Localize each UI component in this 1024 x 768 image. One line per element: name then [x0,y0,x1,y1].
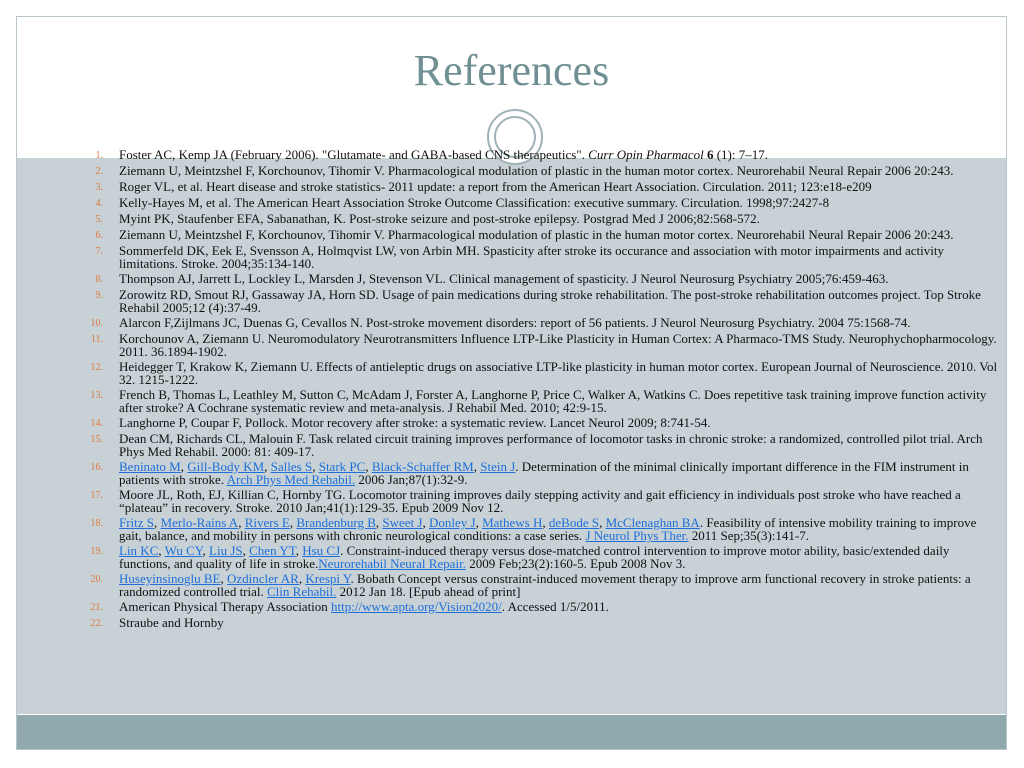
reference-segment: , [154,515,161,530]
reference-text [103,488,998,514]
reference-segment: Roger VL, et al. Heart disease and stroke statistics- 2011 update: a report from the American Heart Association. Circulation. 2011; 123:e18-e209 [119,179,872,194]
reference-segment: . Accessed 1/5/2011. [501,599,609,614]
reference-item [17,164,1006,178]
reference-text [103,228,998,242]
reference-number: 8. [95,274,103,285]
reference-item [17,432,1006,458]
reference-segment: French B, Thomas L, Leathley M, Sutton C, McAdam J, Forster A, Langhorne P, Price C, Walker A, Watkins C. Does repetitive task training improve function activity after stroke? A Cochrane systematic review and meta-analysis. J Rehabil Med. 2010; 42:9-15. [119,387,987,415]
reference-segment: , [220,571,227,586]
reference-segment: . Feasibility of intensive mobility training to improve gait, balance, and mobility in persons with chronic neurological conditions: a case series. [119,515,977,543]
reference-text [103,432,998,458]
reference-segment: , [312,459,319,474]
reference-link[interactable]: McClenaghan BA [605,515,700,530]
reference-number: 6. [95,230,103,241]
reference-link[interactable]: Hsu CJ [302,543,341,558]
reference-link[interactable]: deBode S [548,515,600,530]
reference-segment: Myint PK, Staufenber EFA, Sabanathan, K. Post-stroke seizure and post-stroke epilepsy. Postgrad Med J 2006;82:568-572. [119,211,760,226]
reference-link[interactable]: Black-Schaffer RM [371,459,474,474]
reference-segment: , [242,543,250,558]
reference-segment: Langhorne P, Coupar F, Pollock. Motor recovery after stroke: a systematic review. Lancet Neurol 2009; 8:741-54. [119,415,711,430]
reference-item [17,228,1006,242]
reference-number: 10. [90,318,103,329]
reference-text [103,196,998,210]
reference-link[interactable]: Lin KC [119,543,159,558]
reference-link[interactable]: Gill-Body KM [187,459,265,474]
slide-title: References [413,46,610,95]
reference-number: 16. [90,462,103,473]
reference-number: 2. [95,166,103,177]
reference-link[interactable]: Krespi Y [305,571,351,586]
reference-segment: Heidegger T, Krakow K, Ziemann U. Effects of antieleptic drugs on associative LTP-like plasticity in human motor cortex. European Journal of Neuroscience. 2010. Vol 32. 1215-1222. [119,359,998,387]
reference-segment: Alarcon F,Zijlmans JC, Duenas G, Cevallos N. Post-stroke movement disorders: report of 56 patients. J Neurol Neurosurg Psychiatry. 2004 75:1568-74. [119,315,911,330]
reference-segment: Thompson AJ, Jarrett L, Lockley L, Marsden J, Stevenson VL. Clinical management of spasticity. J Neurol Neurosurg Psychiatry 2005;76:459-463. [119,271,889,286]
reference-segment: Korchounov A, Ziemann U. Neuromodulatory Neurotransmitters Influence LTP-Like Plasticity in Human Cortex: A Pharmaco-TMS Study. Neurophychopharmocology. 2011. 36.1894-1902. [119,331,997,359]
reference-segment: Dean CM, Richards CL, Malouin F. Task related circuit training improves performance of locomotor tasks in chronic stroke: a randomized, controlled pilot trial. Arch Phys Med Rehabil. 2000: 81: 409-17. [119,431,983,459]
reference-segment: Zorowitz RD, Smout RJ, Gassaway JA, Horn SD. Usage of pain medications during stroke rehabilitation. The post-stroke rehabilitation outcomes project. Top Stroke Rehabil 2005;12 (4):37-49. [119,287,981,315]
reference-item [17,616,1006,630]
reference-link[interactable]: Donley J [428,515,476,530]
reference-link[interactable]: Stein J [480,459,516,474]
reference-item [17,516,1006,542]
reference-link[interactable]: Rivers E [244,515,290,530]
reference-segment: Foster AC, Kemp JA (February 2006). "Glutamate- and GABA-based CNS therapeutics". [119,147,589,162]
reference-text [103,572,998,598]
reference-segment: , [375,515,383,530]
reference-segment: 2009 Feb;23(2):160-5. Epub 2008 Nov 3. [465,556,686,571]
reference-number: 14. [90,418,103,429]
reference-item [17,316,1006,330]
reference-segment: , [289,515,297,530]
reference-text [103,416,998,430]
reference-segment: . Bobath Concept versus constraint-induced movement therapy to improve arm functional recovery in stroke patients: a randomized controlled trial. [119,571,971,599]
reference-link[interactable]: Wu CY [164,543,203,558]
reference-segment: 2011 Sep;35(3):141-7. [688,528,809,543]
reference-text [103,180,998,194]
reference-link[interactable]: J Neurol Phys Ther. [585,528,689,543]
reference-item [17,600,1006,614]
reference-link[interactable]: Stark PC [318,459,366,474]
reference-item [17,272,1006,286]
reference-item [17,148,1006,162]
reference-item [17,544,1006,570]
volume-number: 6 [706,147,714,162]
reference-item [17,244,1006,270]
reference-number: 18. [90,518,103,529]
reference-segment: , [180,459,188,474]
reference-number: 22. [90,618,103,629]
reference-item [17,388,1006,414]
reference-segment: , [365,459,372,474]
reference-text [103,212,998,226]
reference-link[interactable]: Sweet J [382,515,423,530]
reference-link[interactable]: Salles S [270,459,313,474]
reference-segment: , [542,515,549,530]
reference-number: 4. [95,198,103,209]
reference-number: 1. [95,150,103,161]
reference-segment: 2012 Jan 18. [Epub ahead of print] [336,584,521,599]
reference-item [17,288,1006,314]
reference-text [103,148,998,162]
reference-number: 3. [95,182,103,193]
reference-text [103,516,998,542]
reference-number: 20. [90,574,103,585]
reference-item [17,488,1006,514]
reference-link[interactable]: Ozdincler AR [226,571,299,586]
reference-number: 21. [90,602,103,613]
reference-number: 19. [90,546,103,557]
reference-segment: Sommerfeld DK, Eek E, Svensson A, Holmqvist LW, von Arbin MH. Spasticity after stroke its occurance and association with motor impairments and activity limitations. Stroke. 2004;35:134-140. [119,243,944,271]
reference-link[interactable]: Huseyinsinoglu BE [119,571,221,586]
reference-list [17,148,1006,632]
reference-segment: , [298,571,306,586]
slide [16,16,1007,750]
reference-text [103,164,998,178]
reference-segment: . Determination of the minimal clinically important difference in the FIM instrument in patients with stroke. [119,459,969,487]
reference-item [17,360,1006,386]
reference-number: 13. [90,390,103,401]
reference-segment: Ziemann U, Meintzshel F, Korchounov, Tihomir V. Pharmacological modulation of plastic in the human motor cortex. Neurorehabil Neural Repair 2006 20:243. [119,227,954,242]
reference-link[interactable]: Chen YT [249,543,296,558]
reference-segment: , [599,515,606,530]
reference-segment: American Physical Therapy Association [119,599,332,614]
reference-item [17,572,1006,598]
reference-number: 15. [90,434,103,445]
reference-segment: , [295,543,303,558]
reference-text [103,460,998,486]
reference-item [17,416,1006,430]
reference-segment: Straube and Hornby [119,615,224,630]
reference-text [103,544,998,570]
reference-text [103,272,998,286]
reference-link[interactable]: http://www.apta.org/Vision2020/ [331,599,502,614]
reference-item [17,180,1006,194]
reference-segment: , [158,543,165,558]
reference-text [103,316,998,330]
reference-link[interactable]: Beninato M [119,459,181,474]
reference-number: 5. [95,214,103,225]
reference-link[interactable]: Arch Phys Med Rehabil. [226,472,356,487]
reference-number: 12. [90,362,103,373]
reference-link[interactable]: Mathews H [482,515,543,530]
reference-number: 11. [90,334,103,345]
reference-item [17,196,1006,210]
reference-segment: , [473,459,481,474]
reference-segment: Kelly-Hayes M, et al. The American Heart Association Stroke Outcome Classification: executive summary. Circulation. 1998;97:2427-8 [119,195,830,210]
reference-segment: , [238,515,245,530]
reference-number: 17. [90,490,103,501]
slide-footer-band [17,715,1006,750]
reference-item [17,460,1006,486]
reference-segment: Moore JL, Roth, EJ, Killian C, Hornby TG. Locomotor training improves daily stepping activity and gait efficiency in individuals post stroke who have reached a “plateau” in recovery. Stroke. 2010 Jan;41(1):129-35. Epub 2009 Nov 12. [119,487,961,515]
journal-title: Curr Opin Pharmacol [588,147,704,162]
reference-text [103,616,998,630]
reference-link[interactable]: Merlo-Rains A [160,515,239,530]
reference-link[interactable]: Brandenburg B [296,515,376,530]
reference-text [103,244,998,270]
reference-link[interactable]: Liu JS [209,543,243,558]
reference-segment: , [264,459,271,474]
reference-number: 7. [95,246,103,257]
reference-link[interactable]: Neurorehabil Neural Repair. [318,556,466,571]
reference-link[interactable]: Fritz S [119,515,155,530]
reference-text [103,360,998,386]
reference-text [103,388,998,414]
reference-item [17,332,1006,358]
reference-item [17,212,1006,226]
reference-text [103,600,998,614]
reference-segment: (1): 7–17. [713,147,768,162]
reference-segment: Ziemann U, Meintzshel F, Korchounov, Tihomir V. Pharmacological modulation of plastic in the human motor cortex. Neurorehabil Neural Repair 2006 20:243. [119,163,954,178]
reference-number: 9. [95,290,103,301]
reference-text [103,332,998,358]
reference-segment: , [422,515,429,530]
reference-segment: 2006 Jan;87(1):32-9. [355,472,468,487]
reference-text [103,288,998,314]
reference-segment: . Constraint-induced therapy versus dose-matched control intervention to improve motor ability, basic/extended daily functions, and quality of life in stroke. [119,543,950,571]
reference-link[interactable]: Clin Rehabil. [267,584,337,599]
reference-segment: , [475,515,483,530]
reference-segment: , [202,543,210,558]
